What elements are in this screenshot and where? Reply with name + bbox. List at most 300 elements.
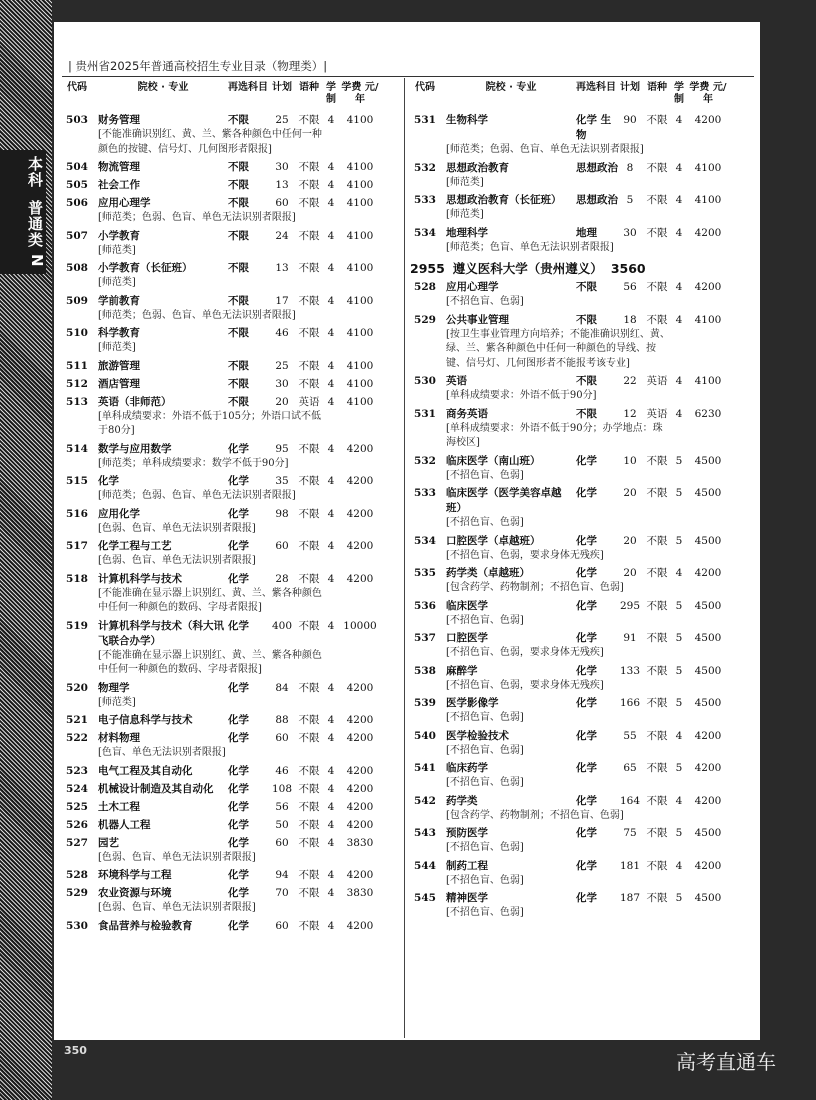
program-note: [包含药学、药物制剂；不招色盲、色弱] [446,809,624,821]
col-lang: 语种 [299,82,319,93]
program-years: 4 [327,377,335,390]
program-note: [色盲、单色无法识别者限报] [98,747,226,758]
left-program-list [62,113,402,934]
program-row [410,313,750,328]
program-years: 4 [327,161,335,173]
program-row [410,794,750,809]
program-fee: 4100 [346,327,374,339]
program-name: 临床医学（医学美容卓越班） [446,487,562,514]
program-lang: 不限 [298,919,320,932]
program-name: 园艺 [98,836,119,849]
program-row [410,374,750,389]
program-years: 4 [675,194,683,206]
program-subject: 化学 [576,859,597,872]
program-subject: 化学 [576,892,597,904]
program-plan: 187 [619,892,641,904]
program-name: 化学 [98,475,119,487]
program-note: [不招色盲、色弱] [446,907,524,918]
program-note: [师范类；色弱、色盲、单色无法识别者限报] [98,490,296,501]
program-years: 4 [327,229,335,242]
program-row [62,507,402,522]
program-subject: 化学 [228,818,249,831]
program-years: 4 [327,475,335,487]
program-name: 生物科学 [446,114,488,126]
program-code: 530 [414,375,436,387]
program-subject: 不限 [228,262,249,274]
program-name: 食品营养与检验教育 [98,919,193,932]
program-plan: 46 [275,327,289,339]
program-fee: 4200 [346,507,374,520]
program-name: 应用心理学 [98,197,151,209]
program-name: 材料物理 [98,732,140,744]
program-lang: 不限 [646,664,668,677]
side-tab-undergrad: 本科 [0,150,46,194]
program-plan: 94 [275,869,289,881]
col-plan: 计划 [272,82,292,93]
school-heading [410,261,750,277]
right-program-list-bottom [410,280,750,921]
program-years: 4 [675,407,683,420]
program-note: [色弱、色盲、单色无法识别者限报] [98,851,256,863]
program-fee: 4200 [694,281,722,293]
program-note: [不能准确在显示器上识别红、黄、兰、紫各种颜色中任何一种颜色的数码、字母者限报] [98,649,322,675]
program-subject: 化学 [228,572,249,585]
program-row [62,160,402,175]
program-note: [师范类] [98,696,136,708]
program-row [410,486,750,516]
program-note: [单科成绩要求：外语不低于90分；办学地点：珠海校区] [446,422,663,448]
program-subject: 不限 [228,377,249,390]
program-subject: 化学 [228,507,249,520]
program-plan: 60 [275,919,289,932]
program-note: [不招色盲、色弱] [446,517,524,528]
program-code: 515 [66,475,88,487]
program-name: 英语 [446,375,467,387]
program-code: 523 [66,764,88,777]
program-lang: 英语 [646,375,668,387]
program-name: 医学检验技术 [446,729,509,742]
program-row [62,764,402,779]
program-lang: 不限 [298,836,320,849]
program-row [62,261,402,276]
program-subject: 化学 [576,697,597,709]
program-fee: 6230 [694,407,722,420]
program-note: [单科成绩要求：外语不低于105分；外语口试不低于80分] [98,410,321,436]
program-subject: 化学 [228,732,249,744]
program-code: 534 [414,534,436,547]
program-plan: 91 [623,632,637,644]
program-lang: 英语 [646,407,668,420]
program-fee: 4200 [346,919,374,932]
program-fee: 4200 [346,732,374,744]
program-name: 小学教育 [98,229,140,242]
program-lang: 不限 [298,782,320,795]
program-plan: 24 [275,229,289,242]
program-name: 公共事业管理 [446,313,509,326]
program-years: 5 [675,487,683,499]
program-row [62,294,402,309]
program-years: 4 [327,619,335,632]
program-plan: 400 [271,619,293,632]
program-years: 5 [675,534,683,547]
program-years: 4 [327,540,335,552]
program-subject: 化学 [228,836,249,849]
program-lang: 不限 [646,281,668,293]
program-years: 4 [327,262,335,274]
program-row [62,919,402,934]
program-note: [不能准确识别红、黄、兰、紫各种颜色中任何一种颜色的按键、信号灯、几何图形者限报] [98,129,322,155]
program-code: 518 [66,572,88,585]
program-subject: 化学 [576,487,597,499]
program-name: 土木工程 [98,800,140,813]
program-years: 4 [327,782,335,795]
program-plan: 84 [275,681,289,694]
program-lang: 不限 [646,762,668,774]
program-lang: 不限 [646,729,668,742]
program-years: 4 [327,714,335,726]
program-plan: 295 [619,599,641,612]
program-years: 4 [327,359,335,372]
program-fee: 4200 [346,782,374,795]
program-subject: 不限 [228,179,249,191]
program-name: 临床药学 [446,762,488,774]
program-note: [色弱、色盲、单色无法识别者限报] [98,555,256,566]
program-years: 4 [675,859,683,872]
program-subject: 不限 [576,281,597,293]
program-plan: 181 [619,859,641,872]
program-years: 4 [327,681,335,694]
program-fee: 4200 [346,540,374,552]
program-note: [师范类] [98,244,136,256]
program-years: 5 [675,892,683,904]
program-code: 528 [414,281,436,293]
program-subject: 化学 [576,567,597,579]
program-plan: 164 [619,794,641,807]
catalog-page [54,22,760,1040]
program-lang: 不限 [646,697,668,709]
program-plan: 28 [275,572,289,585]
program-fee: 3830 [346,887,374,899]
program-years: 4 [327,887,335,899]
program-code: 532 [414,161,436,174]
program-years: 5 [675,454,683,467]
program-name: 药学类（卓越班） [446,567,530,579]
program-lang: 不限 [298,619,320,632]
program-subject: 地理 [576,226,597,239]
program-subject: 化学 [228,475,249,487]
program-plan: 50 [275,818,289,831]
program-fee: 4200 [346,800,374,813]
program-years: 5 [675,697,683,709]
program-subject: 不限 [228,197,249,209]
program-fee: 4200 [346,475,374,487]
col-fee: 学费 元/年 [689,82,727,105]
program-plan: 5 [626,194,634,206]
col-code: 代码 [67,82,87,93]
program-name: 学前教育 [98,294,140,307]
program-code: 520 [66,681,88,694]
program-lang: 不限 [646,599,668,612]
program-fee: 4100 [346,229,374,242]
program-name: 社会工作 [98,179,140,191]
program-plan: 20 [623,487,637,499]
program-code: 540 [414,729,436,742]
program-fee: 4200 [694,794,722,807]
program-lang: 不限 [646,194,668,206]
program-code: 531 [414,407,436,420]
program-fee: 4200 [346,714,374,726]
program-plan: 98 [275,507,289,520]
program-plan: 13 [275,262,289,274]
program-fee: 4500 [694,599,722,612]
program-code: 506 [66,197,88,209]
program-fee: 4100 [346,262,374,274]
program-row [62,868,402,883]
program-subject: 化学 [576,827,597,839]
side-tab-general: 普通类 [0,194,46,254]
col-fee: 学费 元/年 [341,82,379,105]
program-name: 机械设计制造及其自动化 [98,782,214,795]
program-years: 4 [675,226,683,239]
program-name: 机器人工程 [98,818,151,831]
program-note: [师范类] [98,277,136,288]
program-code: 541 [414,762,436,774]
program-plan: 13 [275,179,289,191]
program-name: 物理学 [98,681,130,694]
left-column-header [62,82,402,110]
col-lang: 语种 [647,82,667,93]
program-years: 4 [327,327,335,339]
program-row [410,599,750,614]
program-subject: 化学 [228,442,249,455]
right-column-header [410,82,750,110]
col-code: 代码 [415,82,435,93]
program-row [62,178,402,193]
program-row [62,395,402,410]
program-lang: 不限 [298,800,320,813]
program-years: 4 [327,869,335,881]
program-code: 522 [66,732,88,744]
program-name: 商务英语 [446,407,488,420]
program-row [410,664,750,679]
program-lang: 不限 [298,764,320,777]
program-plan: 10 [623,454,637,467]
program-lang: 不限 [646,313,668,326]
program-note: [不招色盲、色弱] [446,842,524,853]
program-row [62,836,402,851]
program-lang: 不限 [298,327,320,339]
program-name: 思想政治教育 [446,161,509,174]
program-code: 544 [414,859,436,872]
program-code: 525 [66,800,88,813]
program-lang: 英语 [298,395,320,408]
program-note: [色弱、色盲、单色无法识别者限报] [98,902,256,913]
program-plan: 60 [275,836,289,849]
program-name: 农业资源与环境 [98,887,172,899]
program-subject: 化学 [576,664,597,677]
program-note: [师范类] [98,342,136,353]
program-row [410,859,750,874]
program-note: [师范类；单科成绩要求：数学不低于90分] [98,457,289,469]
program-name: 应用化学 [98,507,140,520]
program-plan: 8 [626,161,634,174]
program-fee: 4500 [694,827,722,839]
program-years: 5 [675,827,683,839]
program-note: [师范类] [446,209,484,220]
program-code: 527 [66,836,88,849]
program-plan: 133 [619,664,641,677]
program-code: 503 [66,114,88,126]
program-fee: 4100 [694,194,722,206]
program-note: [单科成绩要求：外语不低于90分] [446,390,597,401]
program-fee: 4200 [346,442,374,455]
program-code: 537 [414,632,436,644]
program-note: [不招色盲、色弱，要求身体无残疾] [446,647,604,658]
program-row [62,113,402,128]
program-lang: 不限 [646,892,668,904]
program-fee: 4200 [346,869,374,881]
program-plan: 22 [623,375,637,387]
program-code: 511 [66,359,88,372]
program-row [62,681,402,696]
program-name: 医学影像学 [446,697,499,709]
program-fee: 4500 [694,632,722,644]
program-note: [不招色盲、色弱] [446,469,524,481]
program-fee: 4500 [694,697,722,709]
program-subject: 化学 [228,619,249,632]
program-subject: 化学 [576,632,597,644]
program-plan: 30 [275,161,289,173]
program-name: 数学与应用数学 [98,442,172,455]
program-lang: 不限 [646,567,668,579]
program-row [410,193,750,208]
program-plan: 35 [275,475,289,487]
program-row [62,886,402,901]
program-lang: 不限 [298,359,320,372]
program-lang: 不限 [646,487,668,499]
col-name: 院校 · 专业 [137,82,189,93]
school-plan: 3560 [610,261,646,276]
program-lang: 不限 [646,161,668,174]
program-row [410,826,750,841]
program-row [62,442,402,457]
program-name: 应用心理学 [446,281,499,293]
program-code: 536 [414,599,436,612]
program-row [62,800,402,815]
program-code: 516 [66,507,88,520]
program-plan: 60 [275,732,289,744]
program-fee: 4200 [694,226,722,239]
program-subject: 化学 [228,782,249,795]
program-fee: 4500 [694,664,722,677]
program-years: 5 [675,599,683,612]
program-lang: 不限 [646,794,668,807]
program-code: 534 [414,226,436,239]
program-years: 4 [675,114,683,126]
program-plan: 55 [623,729,637,742]
program-plan: 65 [623,762,637,774]
program-years: 4 [675,794,683,807]
program-subject: 化学 [228,887,249,899]
program-years: 4 [327,395,335,408]
program-years: 4 [327,197,335,209]
program-row [62,474,402,489]
program-fee: 4100 [694,161,722,174]
program-subject: 不限 [228,294,249,307]
program-plan: 70 [275,887,289,899]
program-row [410,280,750,295]
program-plan: 60 [275,540,289,552]
header-rule [62,76,754,77]
program-row [410,534,750,549]
program-row [62,539,402,554]
col-plan: 计划 [620,82,640,93]
program-name: 英语（非师范） [98,395,172,408]
program-row [410,226,750,241]
col-subject: 再选科目 [576,82,616,93]
program-note: [不招色盲、色弱，要求身体无残疾] [446,679,604,691]
program-plan: 166 [619,697,641,709]
program-subject: 不限 [228,229,249,242]
program-fee: 4500 [694,454,722,467]
program-fee: 4200 [694,859,722,872]
program-fee: 4500 [694,892,722,904]
program-code: 528 [66,869,88,881]
program-years: 4 [675,567,683,579]
program-subject: 化学 [228,540,249,552]
program-row [410,696,750,711]
program-note: [按卫生事业管理方向培养；不能准确识别红、黄、绿、兰、紫各种颜色中任何一种颜色的导线、按键、信号灯、几何图形者不能报考该专业] [446,328,670,369]
program-code: 543 [414,827,436,839]
program-lang: 不限 [298,475,320,487]
program-subject: 化学 [576,599,597,612]
program-plan: 56 [275,800,289,813]
program-fee: 4100 [346,179,374,191]
left-column [62,82,402,934]
program-code: 530 [66,919,88,932]
program-note: [不招色盲、色弱] [446,744,524,756]
program-row [62,359,402,374]
program-years: 4 [327,507,335,520]
program-subject: 化学 [228,764,249,777]
program-row [62,782,402,797]
program-code: 526 [66,818,88,831]
program-name: 精神医学 [446,892,488,904]
program-code: 535 [414,567,436,579]
program-years: 4 [675,313,683,326]
program-subject: 不限 [228,161,249,173]
program-name: 电气工程及其自动化 [98,764,193,777]
program-row [410,161,750,176]
school-name: 遵义医科大学（贵州遵义） [452,261,603,276]
program-name: 酒店管理 [98,377,140,390]
program-subject: 不限 [228,359,249,372]
program-plan: 17 [275,294,289,307]
program-name: 物流管理 [98,161,140,173]
program-plan: 56 [623,281,637,293]
program-lang: 不限 [646,114,668,126]
program-row [410,113,750,143]
program-code: 509 [66,294,88,307]
program-note: [不招色盲、色弱] [446,296,524,307]
program-fee: 4100 [346,294,374,307]
program-lang: 不限 [298,377,320,390]
program-row [410,454,750,469]
program-lang: 不限 [298,262,320,274]
program-plan: 60 [275,197,289,209]
program-plan: 108 [271,782,293,795]
program-code: 539 [414,697,436,709]
